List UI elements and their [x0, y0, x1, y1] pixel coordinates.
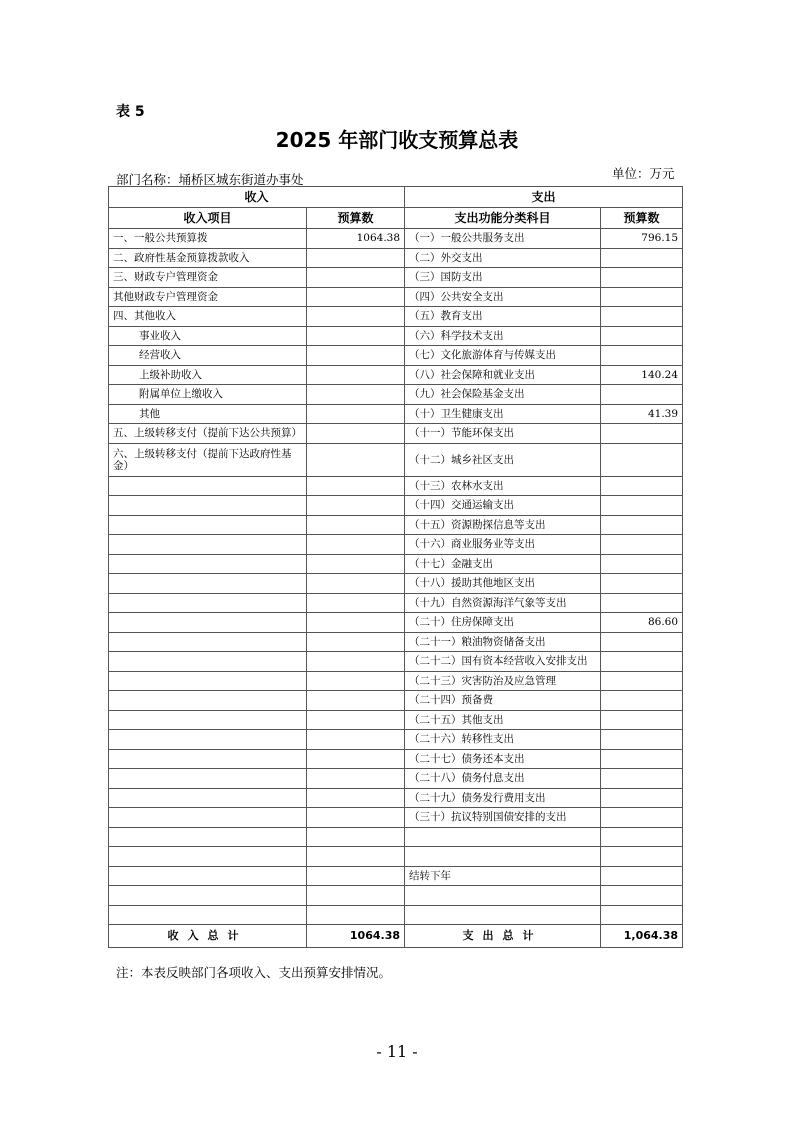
expense-amount-cell: 41.39	[601, 404, 683, 424]
page-number: - 11 -	[376, 1042, 418, 1061]
table-row	[109, 691, 683, 711]
income-amount-cell	[307, 847, 405, 867]
income-item-cell: 六、上级转移支付（提前下达政府性基金）	[109, 443, 307, 476]
table-row	[109, 424, 683, 444]
income-header: 收入	[109, 187, 405, 208]
expense-amount-cell	[601, 443, 683, 476]
table-row	[109, 496, 683, 516]
expense-item-cell: （十）卫生健康支出	[405, 404, 601, 424]
expense-item-cell: （五）教育支出	[405, 307, 601, 327]
income-item-cell	[109, 613, 307, 633]
table-label: 表 5	[116, 104, 145, 120]
expense-item-cell: （二十七）债务还本支出	[405, 749, 601, 769]
table-row	[109, 652, 683, 672]
table-row	[109, 554, 683, 574]
expense-item-cell: （九）社会保险基金支出	[405, 385, 601, 405]
table-row	[109, 632, 683, 652]
expense-amount-cell	[601, 268, 683, 288]
expense-item-cell: （二十九）债务发行费用支出	[405, 788, 601, 808]
table-row	[109, 574, 683, 594]
income-amount-cell	[307, 574, 405, 594]
table-note: 注：本表反映部门各项收入、支出预算安排情况。	[116, 965, 392, 980]
income-item-cell	[109, 886, 307, 906]
expense-item-cell	[405, 886, 601, 906]
expense-amount-cell	[601, 788, 683, 808]
income-item-cell: 二、政府性基金预算拨款收入	[109, 248, 307, 268]
expense-amount-cell	[601, 905, 683, 925]
income-amount-cell	[307, 788, 405, 808]
income-amount-cell	[307, 326, 405, 346]
table-row	[109, 535, 683, 555]
expense-item-cell: （三十）抗议特别国债安排的支出	[405, 808, 601, 828]
expense-item-cell: （六）科学技术支出	[405, 326, 601, 346]
table-row	[109, 749, 683, 769]
table-row	[109, 326, 683, 346]
expense-amount-cell	[601, 476, 683, 496]
expense-header: 支出	[405, 187, 683, 208]
expense-amount-cell	[601, 248, 683, 268]
table-row	[109, 866, 683, 886]
income-item-cell: 其他财政专户管理资金	[109, 287, 307, 307]
income-item-cell	[109, 808, 307, 828]
expense-item-cell: （四）公共安全支出	[405, 287, 601, 307]
income-amount-cell	[307, 287, 405, 307]
table-row	[109, 365, 683, 385]
income-item-cell	[109, 730, 307, 750]
income-item-cell: 五、上级转移支付（提前下达公共预算）	[109, 424, 307, 444]
income-item-cell	[109, 476, 307, 496]
expense-total-amount: 1,064.38	[601, 925, 683, 948]
expense-amount-cell	[601, 769, 683, 789]
income-amount-cell	[307, 886, 405, 906]
expense-amount-cell	[601, 652, 683, 672]
expense-amount-cell	[601, 691, 683, 711]
income-item-cell: 一、一般公共预算拨	[109, 229, 307, 249]
expense-amount-header: 预算数	[601, 208, 683, 229]
income-amount-header: 预算数	[307, 208, 405, 229]
income-amount-cell	[307, 554, 405, 574]
expense-item-cell: （三）国防支出	[405, 268, 601, 288]
expense-amount-cell	[601, 866, 683, 886]
expense-item-cell	[405, 847, 601, 867]
income-item-cell: 上级补助收入	[109, 365, 307, 385]
expense-amount-cell	[601, 847, 683, 867]
table-row	[109, 905, 683, 925]
expense-item-cell: （二）外交支出	[405, 248, 601, 268]
expense-item-cell: （十四）交通运输支出	[405, 496, 601, 516]
table-row	[109, 730, 683, 750]
income-amount-cell: 1064.38	[307, 229, 405, 249]
expense-amount-cell	[601, 346, 683, 366]
table-row	[109, 827, 683, 847]
income-item-cell	[109, 905, 307, 925]
expense-item-cell: （十五）资源勘探信息等支出	[405, 515, 601, 535]
income-item-cell	[109, 593, 307, 613]
expense-amount-cell: 796.15	[601, 229, 683, 249]
income-amount-cell	[307, 515, 405, 535]
expense-amount-cell	[601, 632, 683, 652]
expense-amount-cell	[601, 827, 683, 847]
table-row	[109, 847, 683, 867]
expense-item-cell: （十六）商业服务业等支出	[405, 535, 601, 555]
expense-item-cell: （二十八）债务付息支出	[405, 769, 601, 789]
income-amount-cell	[307, 652, 405, 672]
expense-amount-cell	[601, 886, 683, 906]
expense-amount-cell	[601, 554, 683, 574]
income-amount-cell	[307, 593, 405, 613]
income-item-cell	[109, 749, 307, 769]
income-amount-cell	[307, 404, 405, 424]
income-amount-cell	[307, 535, 405, 555]
income-item-cell	[109, 652, 307, 672]
income-item-cell	[109, 827, 307, 847]
table-row	[109, 808, 683, 828]
expense-item-cell	[405, 827, 601, 847]
expense-amount-cell	[601, 749, 683, 769]
income-amount-cell	[307, 346, 405, 366]
table-row	[109, 385, 683, 405]
income-item-cell: 三、财政专户管理资金	[109, 268, 307, 288]
expense-item-cell	[405, 905, 601, 925]
expense-item-cell: （十八）援助其他地区支出	[405, 574, 601, 594]
income-amount-cell	[307, 268, 405, 288]
income-amount-cell	[307, 808, 405, 828]
table-row	[109, 788, 683, 808]
table-row	[109, 307, 683, 327]
table-row	[109, 248, 683, 268]
expense-item-cell: 结转下年	[405, 866, 601, 886]
income-amount-cell	[307, 443, 405, 476]
table-row	[109, 710, 683, 730]
expense-amount-cell	[601, 671, 683, 691]
income-item-cell	[109, 866, 307, 886]
income-amount-cell	[307, 424, 405, 444]
expense-item-cell: （七）文化旅游体育与传媒支出	[405, 346, 601, 366]
income-item-cell	[109, 788, 307, 808]
income-amount-cell	[307, 496, 405, 516]
income-item-cell	[109, 515, 307, 535]
income-item-cell: 事业收入	[109, 326, 307, 346]
income-amount-cell	[307, 749, 405, 769]
income-item-header: 收入项目	[109, 208, 307, 229]
expense-amount-cell: 140.24	[601, 365, 683, 385]
expense-amount-cell	[601, 385, 683, 405]
income-total-label: 收入总计	[109, 925, 307, 948]
expense-item-cell: （二十）住房保障支出	[405, 613, 601, 633]
income-amount-cell	[307, 827, 405, 847]
expense-item-cell: （二十三）灾害防治及应急管理	[405, 671, 601, 691]
income-amount-cell	[307, 632, 405, 652]
income-item-cell	[109, 632, 307, 652]
income-amount-cell	[307, 248, 405, 268]
expense-amount-cell	[601, 535, 683, 555]
expense-amount-cell: 86.60	[601, 613, 683, 633]
expense-amount-cell	[601, 593, 683, 613]
income-amount-cell	[307, 385, 405, 405]
expense-item-cell: （二十六）转移性支出	[405, 730, 601, 750]
table-row	[109, 287, 683, 307]
income-item-cell	[109, 691, 307, 711]
table-row	[109, 671, 683, 691]
income-item-cell	[109, 769, 307, 789]
expense-item-cell: （二十二）国有资本经营收入安排支出	[405, 652, 601, 672]
expense-item-cell: （十一）节能环保支出	[405, 424, 601, 444]
expense-item-cell: （二十一）粮油物资储备支出	[405, 632, 601, 652]
income-amount-cell	[307, 307, 405, 327]
income-amount-cell	[307, 769, 405, 789]
expense-amount-cell	[601, 515, 683, 535]
table-row	[109, 515, 683, 535]
expense-item-cell: （十七）金融支出	[405, 554, 601, 574]
income-amount-cell	[307, 866, 405, 886]
table-row	[109, 886, 683, 906]
table-row	[109, 593, 683, 613]
income-item-cell	[109, 847, 307, 867]
page-title: 2025 年部门收支预算总表	[275, 128, 519, 152]
table-row	[109, 613, 683, 633]
expense-amount-cell	[601, 287, 683, 307]
income-item-cell	[109, 535, 307, 555]
income-item-cell: 四、其他收入	[109, 307, 307, 327]
table-row	[109, 268, 683, 288]
income-amount-cell	[307, 476, 405, 496]
income-item-cell	[109, 554, 307, 574]
income-amount-cell	[307, 710, 405, 730]
income-item-cell	[109, 496, 307, 516]
income-total-amount: 1064.38	[307, 925, 405, 948]
income-item-cell: 附属单位上缴收入	[109, 385, 307, 405]
income-amount-cell	[307, 691, 405, 711]
expense-total-label: 支出总计	[405, 925, 601, 948]
expense-item-cell: （二十五）其他支出	[405, 710, 601, 730]
income-amount-cell	[307, 671, 405, 691]
expense-amount-cell	[601, 710, 683, 730]
expense-item-cell: （十三）农林水支出	[405, 476, 601, 496]
income-item-cell: 经营收入	[109, 346, 307, 366]
expense-amount-cell	[601, 307, 683, 327]
expense-item-cell: （十九）自然资源海洋气象等支出	[405, 593, 601, 613]
expense-amount-cell	[601, 496, 683, 516]
table-row	[109, 443, 683, 476]
income-amount-cell	[307, 905, 405, 925]
table-row	[109, 346, 683, 366]
income-amount-cell	[307, 730, 405, 750]
table-body	[109, 229, 683, 925]
table-row	[109, 476, 683, 496]
expense-amount-cell	[601, 730, 683, 750]
table-row	[109, 769, 683, 789]
expense-item-header: 支出功能分类科目	[405, 208, 601, 229]
total-row	[109, 925, 683, 948]
income-amount-cell	[307, 365, 405, 385]
table-row	[109, 229, 683, 249]
income-amount-cell	[307, 613, 405, 633]
income-item-cell: 其他	[109, 404, 307, 424]
income-item-cell	[109, 574, 307, 594]
expense-amount-cell	[601, 424, 683, 444]
expense-item-cell: （一）一般公共服务支出	[405, 229, 601, 249]
income-item-cell	[109, 710, 307, 730]
expense-amount-cell	[601, 326, 683, 346]
unit-label: 单位：万元	[612, 166, 675, 181]
income-item-cell	[109, 671, 307, 691]
table-row	[109, 404, 683, 424]
budget-table	[108, 186, 683, 948]
expense-item-cell: （十二）城乡社区支出	[405, 443, 601, 476]
department-name: 部门名称：埇桥区城东街道办事处	[116, 172, 304, 187]
expense-amount-cell	[601, 574, 683, 594]
expense-item-cell: （二十四）预备费	[405, 691, 601, 711]
expense-item-cell: （八）社会保障和就业支出	[405, 365, 601, 385]
expense-amount-cell	[601, 808, 683, 828]
